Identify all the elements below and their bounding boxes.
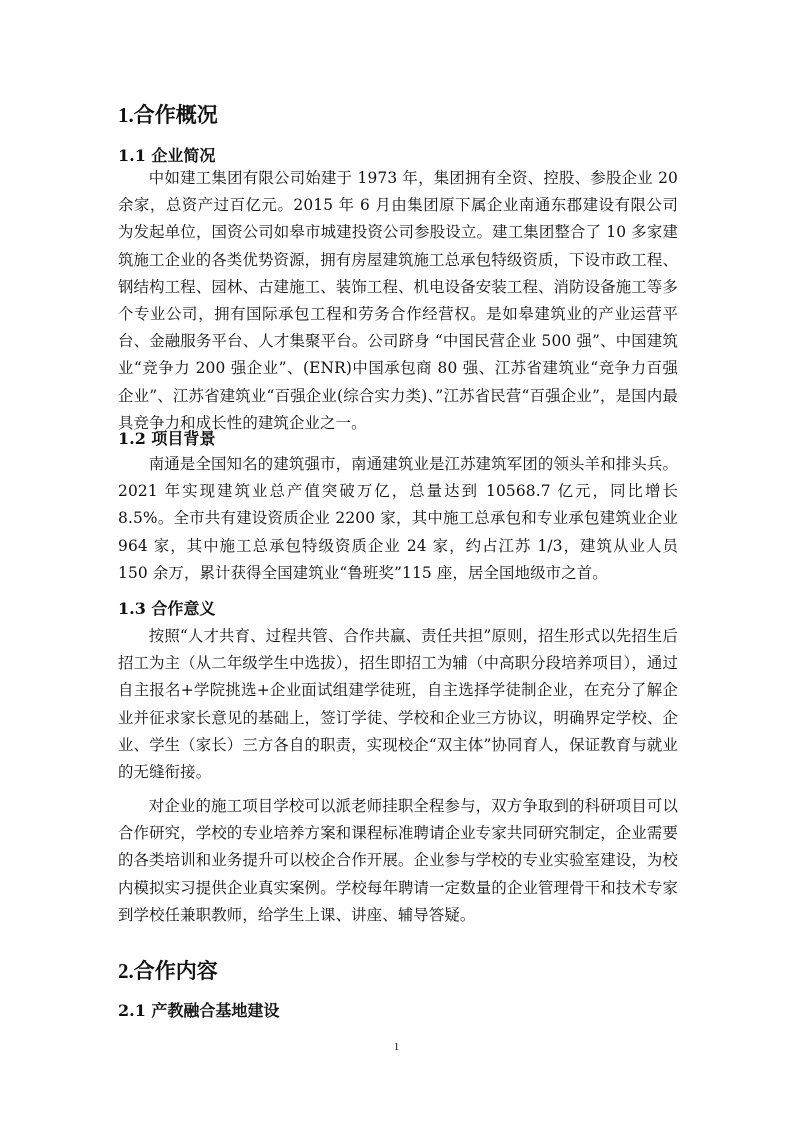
section-heading-2: 2.合作内容 xyxy=(118,959,218,983)
subsection-heading-1-3: 1.3 合作意义 xyxy=(118,599,216,618)
section-heading-1: 1.合作概况 xyxy=(118,103,218,127)
subsection-heading-1-2: 1.2 项目背景 xyxy=(118,429,216,448)
paragraph-cooperation-significance-1: 按照“人才共育、过程共管、合作共赢、责任共担”原则，招生形式以先招生后招工为主（从二年级学生中选拔），招生即招工为辅（中高职分段培养项目），通过自主报名+学院挑选+企业面试组建学徒班，自主选择学徒制企业，在充分了解企业并征求家长意见的基础上，签订学徒、学校和企业三方协议，明确界定学校、企业、学生（家长）三方各自的职责，实现校企“双主体”协同育人，保证教育与就业的无缝衔接。 xyxy=(118,627,678,782)
page-number: 1 xyxy=(393,1041,400,1053)
paragraph-company-profile: 中如建工集团有限公司始建于 1973 年，集团拥有全资、控股、参股企业 20 余家，总资产过百亿元。2015 年 6 月由集团原下属企业南通东郡建设有限公司为发起单位，国资公司如皋市城建投资公司参股设立。建工集团整合了 10 多家建筑施工企业的各类优势资源，拥有房屋建筑施工总承包特级资质，下设市政工程、钢结构工程、园林、古建施工、装饰工程、机电设备安装工程、消防设备施工等多个专业公司，拥有国际承包工程和劳务合作经营权。是如皋建筑业的产业运营平台、金融服务平台、人才集聚平台。公司跻身 “中国民营企业 500 强”、中国建筑业“竞争力 200 强企业”、(ENR)中国承包商 80 强、江苏省建筑业“竞争力百强企业”、江苏省建筑业“百强企业(综合实力类)、”江苏省民营“百强企业”，是国内最具竞争力和成长性的建筑企业之一。 xyxy=(118,169,678,432)
subsection-heading-1-1: 1.1 企业简况 xyxy=(118,146,216,165)
paragraph-cooperation-significance-2: 对企业的施工项目学校可以派老师挂职全程参与，双方争取到的科研项目可以合作研究，学校的专业培养方案和课程标准聘请企业专家共同研究制定，企业需要的各类培训和业务提升可以校企合作开展。企业参与学校的专业实验室建设，为校内模拟实习提供企业真实案例。学校每年聘请一定数量的企业管理骨干和技术专家到学校任兼职教师，给学生上课、讲座、辅导答疑。 xyxy=(118,797,678,924)
subsection-heading-2-1: 2.1 产教融合基地建设 xyxy=(118,1001,280,1020)
paragraph-project-background: 南通是全国知名的建筑强市，南通建筑业是江苏建筑军团的领头羊和排头兵。2021 年实现建筑业总产值突破万亿，总量达到 10568.7 亿元，同比增长 8.5%。全市共有建设资质企业 2200 家，其中施工总承包和专业承包建筑业企业 964 家，其中施工总承包特级资质企业 24 家，约占江苏 1/3，建筑从业人员 150 余万，累计获得全国建筑业“鲁班奖”115 座，居全国地级市之首。 xyxy=(118,455,678,582)
